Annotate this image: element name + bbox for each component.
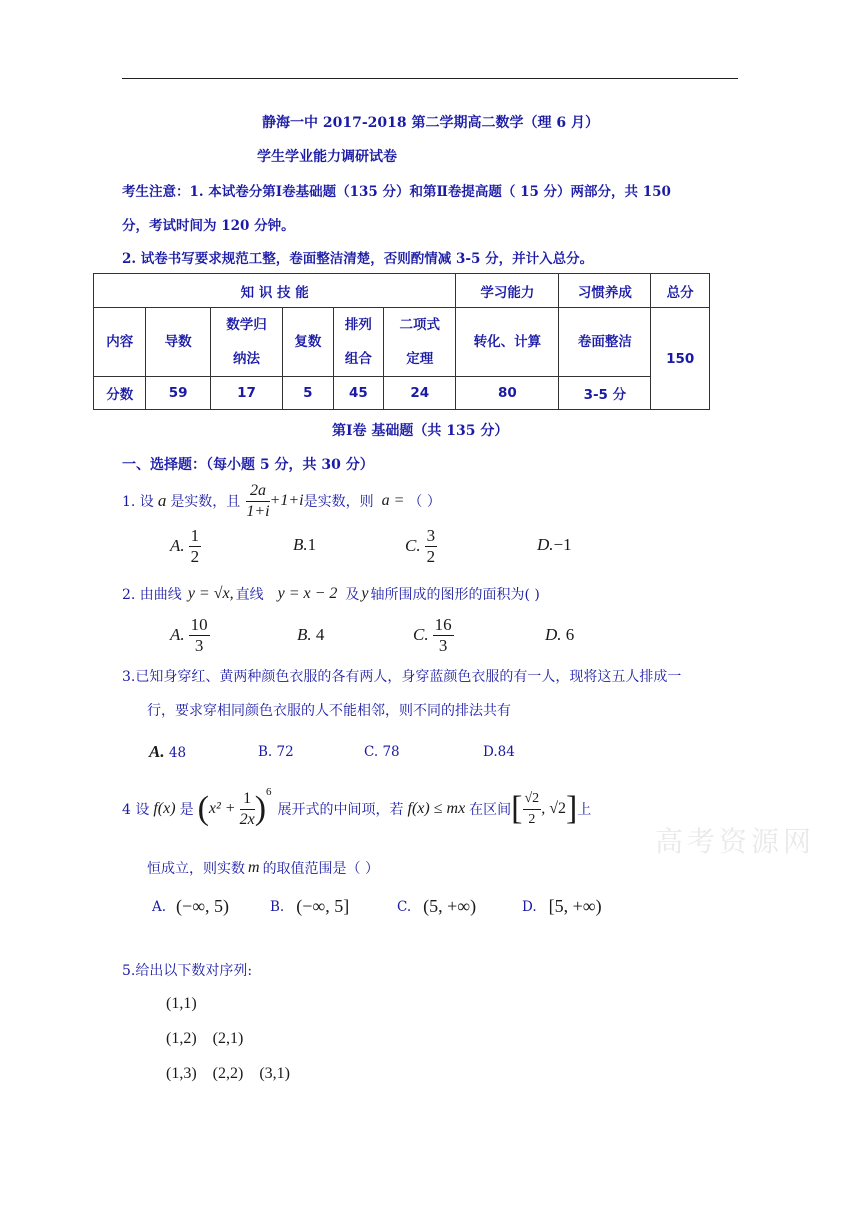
content-cell: [210, 308, 282, 377]
option-value: 4: [315, 625, 325, 644]
left-paren: (: [197, 790, 209, 827]
frac-num: 1: [190, 525, 200, 545]
option-fraction: [189, 615, 210, 656]
frac-den: 2: [190, 546, 200, 566]
q3-option-a: [149, 742, 186, 762]
content-line: 定理: [406, 351, 434, 367]
q1-prefix: 1. 设: [122, 494, 154, 510]
q1-var: a: [157, 491, 167, 510]
q3-option-c: [364, 744, 400, 760]
option-label: B.: [270, 898, 285, 915]
header-total: 总分: [651, 274, 710, 308]
notice-line-1: 考生注意：1. 本试卷分第Ⅰ卷基础题（135 分）和第Ⅱ卷提高题（ 15 分）两部分，共 150: [122, 184, 671, 200]
q1-tail: +1+i: [269, 492, 304, 509]
option-value: 84: [497, 744, 515, 760]
option-label: B.: [297, 625, 312, 644]
option-value: 1: [307, 535, 317, 554]
q4-option-a: [152, 896, 229, 917]
header-knowledge: 知 识 技 能: [94, 274, 456, 308]
header-learning: 学习能力: [456, 274, 559, 308]
score-cell: 5: [283, 377, 334, 410]
header-habit: 习惯养成: [559, 274, 651, 308]
q1-text: 是实数，则: [303, 494, 374, 510]
q1-fraction: [246, 481, 269, 522]
content-cell: 复数: [283, 308, 334, 377]
frac-den: 3: [194, 635, 204, 655]
question-4: [122, 780, 591, 838]
q2-axis: y: [361, 585, 369, 602]
watermark: 高考资源网: [655, 825, 816, 858]
q4-text: 的取值范围是（ ）: [262, 861, 380, 877]
q4-text: 恒成立，则实数: [147, 861, 245, 877]
frac-den: 3: [438, 635, 448, 655]
q1-text: 是实数，且: [170, 494, 241, 510]
content-cell: [333, 308, 384, 377]
q3-line-2: 行，要求穿相同颜色衣服的人不能相邻，则不同的排法共有: [147, 703, 511, 719]
option-label: C.: [405, 536, 421, 555]
q1-option-d: [537, 535, 572, 555]
q5-intro: 5.给出以下数对序列:: [122, 963, 253, 979]
option-label: D.: [545, 625, 562, 644]
q4-fraction: [240, 789, 255, 830]
frac-num: 3: [426, 525, 436, 545]
q4-power: 6: [266, 786, 272, 798]
option-label: C.: [413, 625, 429, 644]
option-fraction: [189, 526, 202, 567]
total-score-cell: 150: [651, 308, 710, 410]
option-label: A.: [170, 536, 185, 555]
frac-den: 2x: [239, 810, 255, 828]
q4-function: f(x): [153, 800, 176, 817]
q2-text: 及: [345, 587, 360, 603]
q2-option-b: [297, 625, 324, 645]
q1-frac-den: 1+i: [246, 502, 270, 520]
score-cell: 3-5 分: [559, 377, 651, 410]
q4-interval-fraction: [523, 789, 542, 830]
q4-expr: x² +: [208, 800, 236, 817]
notice-line-3: 2. 试卷书写要求规范工整，卷面整洁清楚，否则酌情减 3-5 分，并计入总分。: [122, 251, 594, 267]
left-bracket: [: [511, 790, 523, 827]
question-2: [122, 582, 540, 606]
frac-num: √2: [523, 789, 542, 810]
frac-num: 1: [240, 789, 255, 810]
q4-line-2: [147, 858, 379, 878]
content-cell: 导数: [146, 308, 210, 377]
q2-option-a: [170, 613, 210, 657]
option-label: A.: [170, 625, 185, 644]
content-cell: 转化、计算: [456, 308, 559, 377]
right-bracket: ]: [565, 790, 578, 827]
q4-var-m: m: [248, 859, 260, 876]
frac-den: 2: [426, 546, 436, 566]
score-cell: 80: [456, 377, 559, 410]
option-value: [5, +∞): [548, 896, 602, 916]
q5-row-2: (1,2) (2,1): [166, 1030, 244, 1047]
q1-answer-blank: （ ）: [408, 494, 441, 510]
option-label: A.: [149, 742, 165, 761]
q1-frac-num: 2a: [246, 481, 269, 502]
content-line: 二项式: [399, 317, 441, 333]
score-cell: 45: [333, 377, 384, 410]
q4-text: 在区间: [469, 802, 512, 818]
option-label: C.: [364, 744, 379, 760]
q2-option-d: [545, 625, 574, 645]
section-title: 第Ⅰ卷 基础题（共 135 分）: [332, 423, 509, 439]
right-paren: ): [254, 790, 267, 827]
q1-option-c: [405, 524, 437, 568]
score-cell: 24: [384, 377, 456, 410]
option-fraction: [433, 615, 454, 656]
option-value: 48: [168, 745, 187, 761]
notice-line-2: 分，考试时间为 120 分钟。: [122, 218, 295, 234]
exam-title: 静海一中 2017-2018 第二学期高二数学（理 6 月）: [262, 115, 599, 131]
score-table: [93, 273, 710, 410]
score-cell: 17: [210, 377, 282, 410]
q4-inequality: f(x) ≤ mx: [407, 800, 466, 817]
option-label: D.: [483, 744, 498, 760]
q4-option-d: [522, 896, 602, 917]
option-value: 6: [565, 625, 575, 644]
q2-text: 直线: [235, 587, 264, 603]
q4-prefix: 4 设: [122, 802, 150, 818]
option-label: B.: [293, 535, 308, 554]
option-label: D.: [522, 898, 537, 915]
q3-option-b: [258, 744, 294, 760]
content-line: 纳法: [232, 351, 260, 367]
row-label-score: 分数: [94, 377, 146, 410]
content-line: 排列: [344, 317, 372, 333]
frac-den: 2: [528, 811, 536, 827]
option-label: B.: [258, 744, 273, 760]
question-1: [122, 479, 441, 523]
option-value: (5, +∞): [423, 896, 477, 916]
q4-text: 上: [577, 802, 592, 818]
q2-line: y = x − 2: [277, 585, 338, 602]
option-value: 78: [382, 744, 400, 760]
q1-ask: a =: [381, 492, 405, 509]
q1-option-a: [170, 524, 201, 568]
frac-num: 10: [190, 614, 208, 634]
q4-interval-right: , √2: [541, 800, 566, 817]
option-label: C.: [397, 898, 412, 915]
option-value: (−∞, 5): [176, 896, 230, 916]
q4-text: 展开式的中间项，若: [277, 802, 404, 818]
q2-curve: y = √x,: [187, 585, 234, 602]
frac-num: 16: [434, 614, 452, 634]
q3-option-d: [483, 744, 515, 760]
option-value: −1: [553, 535, 572, 554]
exam-subtitle: 学生学业能力调研试卷: [257, 149, 397, 165]
score-cell: 59: [146, 377, 210, 410]
q4-option-b: [270, 896, 349, 917]
part-heading: 一、选择题：（每小题 5 分，共 30 分）: [122, 457, 374, 473]
option-label: D.: [537, 535, 554, 554]
row-label-content: 内容: [94, 308, 146, 377]
option-fraction: [425, 526, 438, 567]
q4-option-c: [397, 896, 476, 917]
q5-row-3: (1,3) (2,2) (3,1): [166, 1065, 290, 1082]
option-value: 72: [276, 744, 294, 760]
q3-line-1: 3.已知身穿红、黄两种颜色衣服的各有两人，身穿蓝颜色衣服的有一人，现将这五人排成一: [122, 669, 682, 685]
option-label: A.: [152, 898, 167, 915]
q2-text: 轴所围成的图形的面积为( ): [370, 587, 540, 603]
q4-text: 是: [179, 802, 194, 818]
option-value: (−∞, 5]: [296, 896, 350, 916]
content-line: 组合: [344, 351, 372, 367]
q1-option-b: [293, 535, 316, 555]
content-line: 数学归: [226, 317, 267, 333]
q2-prefix: 2. 由曲线: [122, 587, 182, 603]
q2-option-c: [413, 613, 454, 657]
content-cell: [384, 308, 456, 377]
content-cell: 卷面整洁: [559, 308, 651, 377]
top-rule: [122, 78, 738, 79]
q5-row-1: (1,1): [166, 995, 197, 1012]
